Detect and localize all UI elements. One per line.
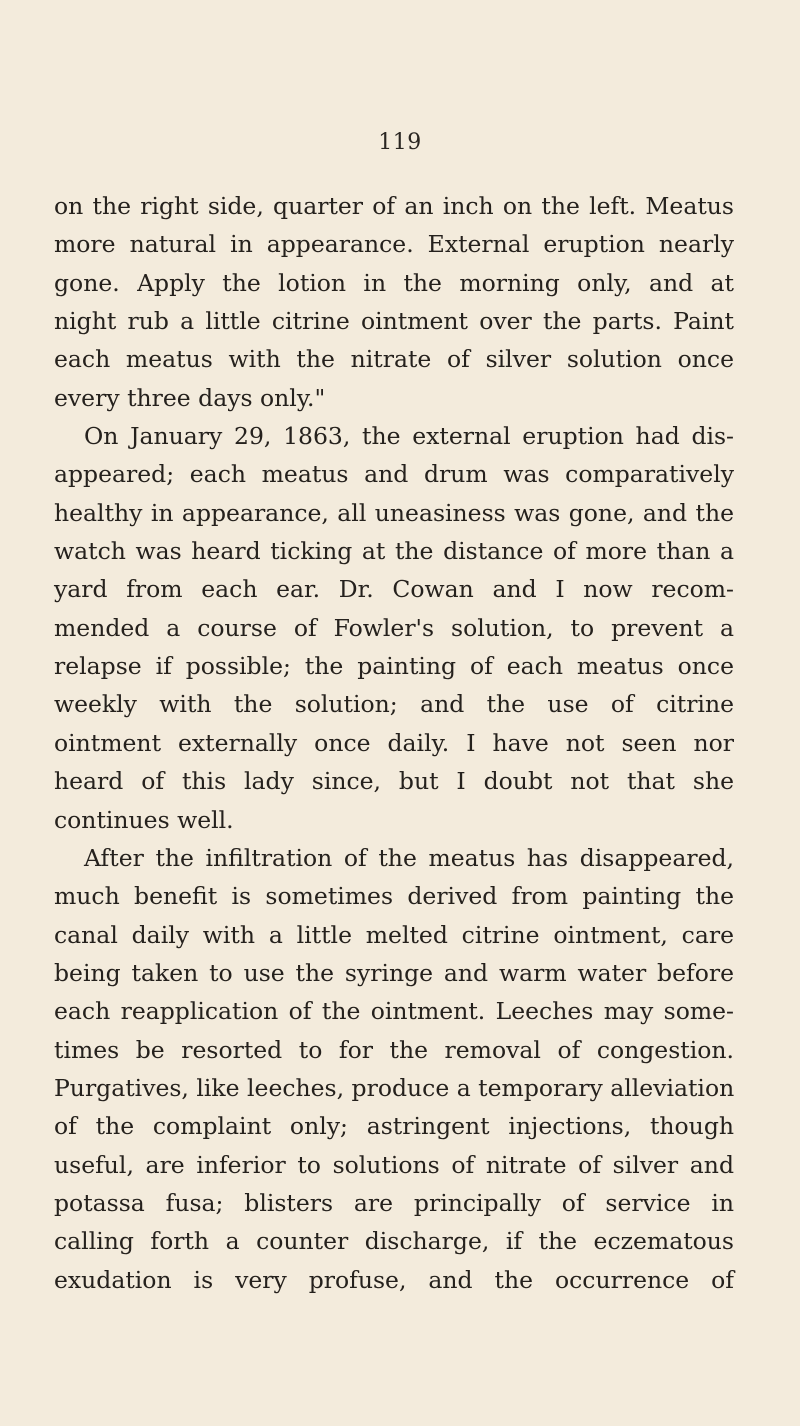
text-line: gone. Apply the lotion in the morning only, and at: [54, 268, 734, 297]
text-line: relapse if possible; the painting of each meatus once: [54, 652, 734, 681]
text-line: on the right side, quarter of an inch on the left. Meatus: [54, 192, 734, 220]
text-line: useful, are inferior to solutions of nitrate of silver and: [54, 1150, 734, 1179]
text-line: calling forth a counter discharge, if the eczematous: [54, 1227, 734, 1256]
text-line: canal daily with a little melted citrine ointment, care: [54, 920, 734, 949]
text-line: continues well.: [54, 805, 234, 834]
body-text: [54, 187, 734, 1299]
text-line: times be resorted to for the removal of congestion.: [54, 1035, 734, 1064]
page-number: 119: [378, 130, 422, 155]
paragraph-start-line: After the infiltration of the meatus has disappeared,: [84, 843, 734, 872]
text-line: Purgatives, like leeches, produce a temporary alleviation: [54, 1073, 735, 1102]
text-line: of the complaint only; astringent injections, though: [54, 1112, 734, 1141]
text-line: mended a course of Fowler's solution, to prevent a: [54, 613, 734, 642]
text-line: night rub a little citrine ointment over the parts. Paint: [54, 307, 734, 336]
text-line: potassa fusa; blisters are principally of service in: [54, 1188, 734, 1217]
text-line: ointment externally once daily. I have not seen nor: [54, 728, 734, 757]
text-line: appeared; each meatus and drum was comparatively: [54, 460, 734, 489]
text-line: watch was heard ticking at the distance of more than a: [54, 537, 734, 566]
text-line: healthy in appearance, all uneasiness was gone, and the: [54, 498, 734, 527]
text-line: yard from each ear. Dr. Cowan and I now recom-: [54, 575, 734, 604]
text-line: each reapplication of the ointment. Leeches may some-: [54, 997, 734, 1026]
text-line: more natural in appearance. External eruption nearly: [54, 230, 734, 259]
text-line: every three days only.": [54, 383, 326, 412]
text-line: much benefit is sometimes derived from painting the: [54, 882, 734, 911]
text-line: each meatus with the nitrate of silver solution once: [54, 345, 734, 374]
text-line: being taken to use the syringe and warm water before: [54, 958, 734, 987]
text-line: heard of this lady since, but I doubt not that she: [54, 767, 734, 796]
text-line: exudation is very profuse, and the occurrence of: [54, 1265, 734, 1294]
text-line: weekly with the solution; and the use of citrine: [54, 690, 734, 719]
paragraph-start-line: On January 29, 1863, the external eruption had dis-: [84, 422, 734, 451]
